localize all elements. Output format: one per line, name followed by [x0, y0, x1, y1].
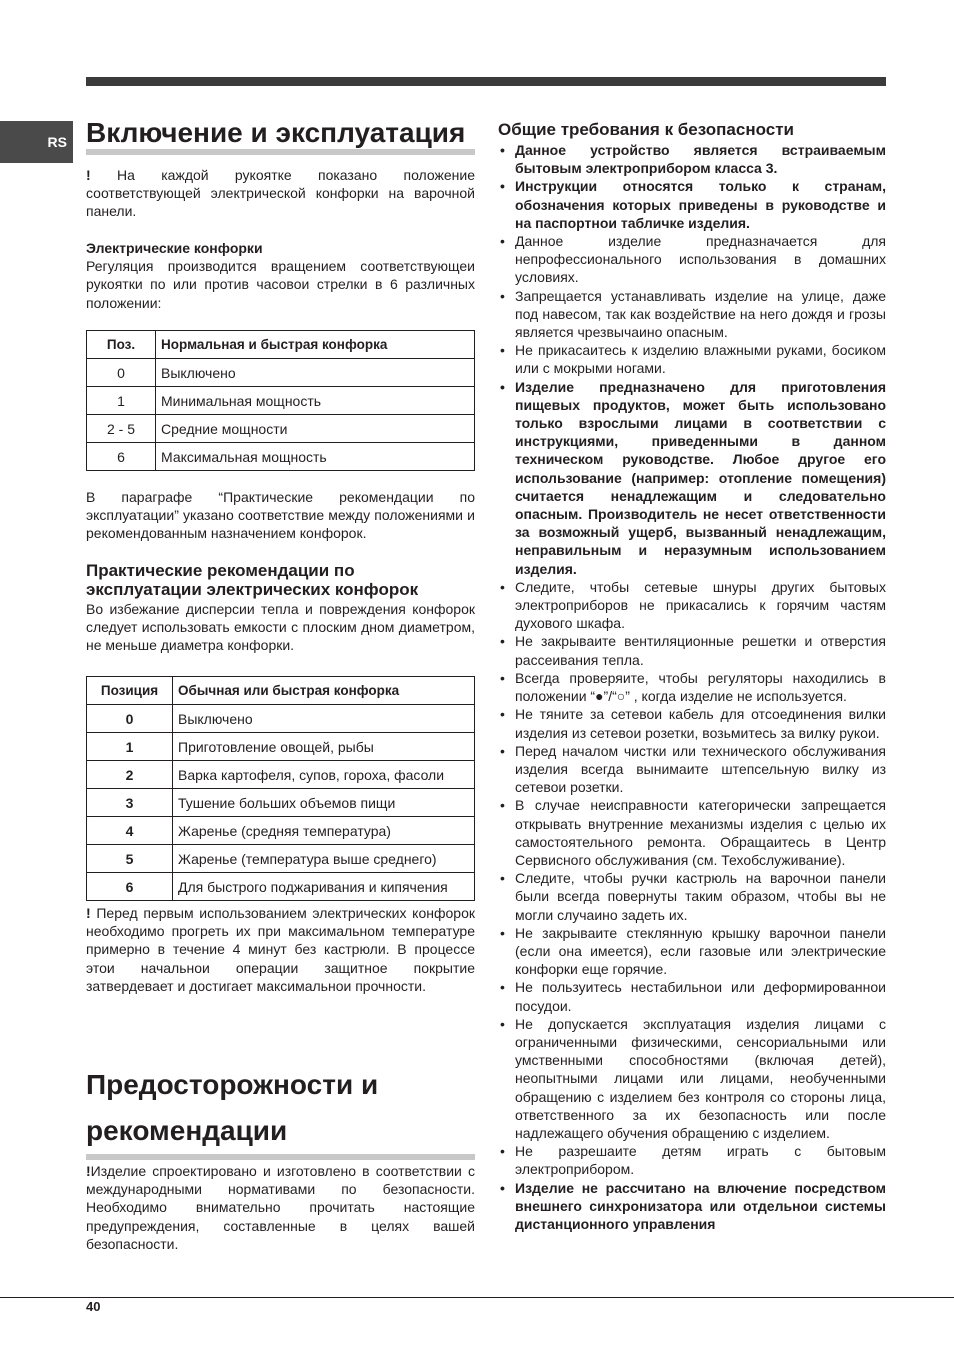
first-use-note [86, 904, 475, 995]
table-cell: 2 - 5 [87, 415, 156, 443]
warning-paragraph [86, 166, 475, 221]
table-cell: Жаренье (средняя температура) [173, 817, 475, 845]
safety-list-item: • Перед началом чистки или технического обслуживания изделия всегда вынимаите штепсельную вилку из сетевои розетки. [498, 742, 886, 797]
table-cell: 1 [87, 733, 173, 761]
table-header-row [87, 331, 475, 359]
table-row [87, 817, 475, 845]
safety-list-item: • Не разрешаите детям играть с бытовым электроприбором. [498, 1142, 886, 1178]
table-positions-detailed [86, 676, 475, 901]
safety-list-item: • Не допускается эксплуатация изделия лицами с ограниченными физическими, сенсориальными или умственными способностями (включая детей), неопытными лицами или лицами, необученными обращению с изделием без контроля со стороны лица, ответственного за их безопасность или после надлежащего обучения обращению с изделием. [498, 1015, 886, 1142]
table-cell: 2 [87, 761, 173, 789]
table-cell: 1 [87, 387, 156, 415]
intro-mark: ! [86, 1163, 91, 1179]
safety-list-item: • Данное устройство является встраиваемым бытовым электроприбором класса 3. [498, 141, 886, 177]
safety-list-item: • В случае неисправности категорически запрещается открывать внутренние механизмы изделия с целью их самостоятельного ремонта. Обращаитесь в Центр Сервисного обслуживания (см. Техобслуживание). [498, 796, 886, 869]
table-cell: 0 [87, 705, 173, 733]
table-cell: Приготовление овощей, рыбы [173, 733, 475, 761]
table-row [87, 443, 475, 471]
section-title-precautions: Предосторожности и рекомендации [86, 1062, 475, 1160]
table-row [87, 761, 475, 789]
table-row [87, 789, 475, 817]
safety-list-item: • Изделие не рассчитано на влючение посредством внешнего синхронизатора или отдельнои системы дистанционного управления [498, 1179, 886, 1234]
bottom-rule [0, 1297, 954, 1298]
table-cell: Для быстрого поджаривания и кипячения [173, 873, 475, 901]
safety-list-item: • Следите, чтобы ручки кастрюль на варочнои панели были всегда повернуты таким образом, чтобы вы не могли случаино задеть их. [498, 869, 886, 924]
table-header: Нормальная и быстрая конфорка [156, 331, 475, 359]
table-row [87, 359, 475, 387]
table-cell: Минимальная мощность [156, 387, 475, 415]
table-cell: 0 [87, 359, 156, 387]
electric-section [86, 239, 475, 312]
table-cell: Выключено [173, 705, 475, 733]
table-header: Обычная или быстрая конфорка [173, 677, 475, 705]
safety-list-item: • Не прикасаитесь к изделию влажными руками, босиком или с мокрыми ногами. [498, 341, 886, 377]
language-tab: RS [0, 121, 73, 163]
top-rule [86, 77, 886, 86]
table-row [87, 415, 475, 443]
electric-text: Регуляция производится вращением соответствующеи рукоятки по или против часовои стрелки в 6 различных положении: [86, 258, 475, 311]
table-cell: 6 [87, 873, 173, 901]
table-cell: 5 [87, 845, 173, 873]
practical-reference-paragraph: В параграфе “Практические рекомендации по эксплуатации” указано соответствие между положениями и рекомендованным назначением конфорок. [86, 489, 475, 542]
table-cell: Тушение больших объемов пищи [173, 789, 475, 817]
safety-list-item: • Не тяните за сетевои кабель для отсоединения вилки изделия из сетевои розетки, возьмитесь за вилку рукои. [498, 705, 886, 741]
table-positions-basic [86, 330, 475, 471]
safety-list-item: • Данное изделие предназначается для непрофессионального использования в домашних условиях. [498, 232, 886, 287]
table-cell: Жаренье (температура выше среднего) [173, 845, 475, 873]
safety-list-item: • Инструкции относятся только к странам, обозначения которых приведены в руководстве и на паспортнои табличке изделия. [498, 177, 886, 232]
intro-text: Изделие спроектировано и изготовлено в соответствии с международными нормативами по безопасности. Необходимо внимательно прочитать настоящие предупреждения, составленные в целях вашей безопасности. [86, 1163, 475, 1252]
table-row [87, 845, 475, 873]
safety-list-item: • Всегда проверяите, чтобы регуляторы находились в положении “●”/“○” , когда изделие не используется. [498, 669, 886, 705]
section-title-operation: Включение и эксплуатация [86, 117, 475, 155]
safety-list-item: • Не пользуитесь нестабильнои или деформированнои посудои. [498, 978, 886, 1014]
table-row [87, 705, 475, 733]
precautions-intro [86, 1162, 475, 1253]
safety-list [498, 141, 886, 1233]
safety-heading: Общие требования к безопасности [498, 120, 794, 139]
table-cell: Выключено [156, 359, 475, 387]
table-row [87, 387, 475, 415]
table-cell: Максимальная мощность [156, 443, 475, 471]
table-cell: Средние мощности [156, 415, 475, 443]
practical-text: Во избежание дисперсии тепла и повреждения конфорок следует использовать емкости с плоским дном диаметром, не меньше диаметра конфорки. [86, 601, 475, 654]
table-cell: 4 [87, 817, 173, 845]
table-header: Позиция [87, 677, 173, 705]
table-cell: Варка картофеля, супов, гороха, фасоли [173, 761, 475, 789]
note-text: Перед первым использованием электрических конфорок необходимо прогреть их при максимальном температуре примерно в течение 4 минут без кастрюли. В процессе этои начальнои операции защитное покрытие затвердевает и достигает максимальнои прочности. [86, 905, 475, 994]
table-row [87, 733, 475, 761]
note-mark: ! [86, 905, 91, 921]
safety-list-item: • Запрещается устанавливать изделие на улице, даже под навесом, так как воздействие на него дождя и грозы является чрезвычаино опасным. [498, 287, 886, 342]
electric-heading: Электрические конфорки [86, 240, 263, 256]
page-number: 40 [86, 1299, 101, 1314]
table-header-row [87, 677, 475, 705]
practical-heading: Практические рекомендации по эксплуатации электрических конфорок [86, 561, 419, 599]
safety-list-item: • Следите, чтобы сетевые шнуры других бытовых электроприборов не прикасались к горячим частям духового шкафа. [498, 578, 886, 633]
warning-mark: ! [86, 167, 91, 183]
safety-list-item: • Не закрываите вентиляционные решетки и отверстия рассеивания тепла. [498, 632, 886, 668]
safety-list-item: • Изделие предназначено для приготовления пищевых продуктов, может быть использовано только взрослыми лицами в соответствии с инструкциями, приведенными в данном техническом руководстве. Любое другое его использование (например: отопление помещения) считается ненадлежащим и следовательно опасным. Производитель не несет ответственности за возможный ущерб, вызванный ненадлежащим, неправильным и неразумным использованием изделия. [498, 378, 886, 578]
table-cell: 6 [87, 443, 156, 471]
table-cell: 3 [87, 789, 173, 817]
safety-list-item: • Не закрываите стеклянную крышку варочнои панели (если она имеется), если газовые или электрические конфорки еще горячие. [498, 924, 886, 979]
safety-column [498, 120, 886, 1233]
table-header: Поз. [87, 331, 156, 359]
table-row [87, 873, 475, 901]
warning-text: На каждой рукоятке показано положение соответствующей электрической конфорки на варочной панели. [86, 167, 475, 220]
